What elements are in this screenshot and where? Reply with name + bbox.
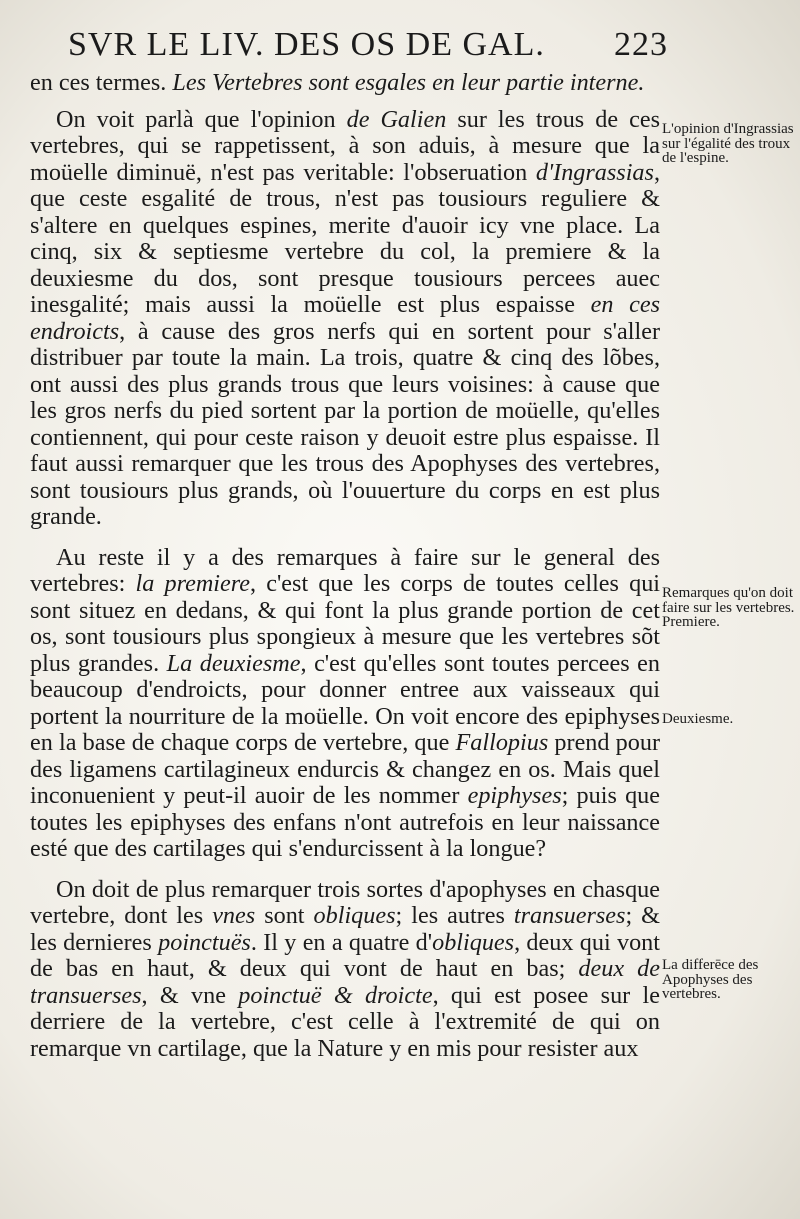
italic-term: transuerses bbox=[513, 902, 626, 929]
text-run: , que ceste esgalité de trous, n'est pas tousiours reguliere & s'altere en quelques espines, merite d'auoir icy vne place. La cinq, six & septiesme vertebre du col, la premiere & la deuxiesme du dos, sont presque tousiours percees auec inesgalité; mais aussi la moüelle est plus espaisse bbox=[30, 158, 660, 318]
italic-term: poinctuë & droicte bbox=[238, 981, 433, 1009]
italic-quote: Les Vertebres sont esgales en leur partie interne. bbox=[172, 69, 645, 96]
margin-notes bbox=[662, 0, 796, 1219]
text-run: , deux qui vont de bas en haut, & deux qui vont de haut en bas; bbox=[30, 928, 660, 982]
text-run: , c'est qu'elles sont toutes percees en beaucoup d'endroicts, pour donner entree aux vaisseaux qui portent la nourriture de la moüelle. On voit encore des epiphyses en la base de chaque corps de vertebre, que bbox=[30, 649, 661, 756]
text-run: ; & les dernieres bbox=[30, 902, 660, 956]
text-run: en ces termes. bbox=[30, 69, 173, 96]
page-number: 223 bbox=[614, 26, 668, 63]
margin-note-apophyses: La differēce des Apophyses des vertebres. bbox=[662, 957, 759, 1002]
text-run: , qui est posee sur le derriere de la vertebre, c'est celle à l'extremité de qui on remarque vn cartilage, que la Nature y en mis pour resister aux bbox=[30, 981, 660, 1062]
paragraph-2 bbox=[30, 107, 660, 531]
margin-note-ingrassias: L'opinion d'Ingrassias sur l'égalité des troux de l'espine. bbox=[662, 121, 794, 166]
running-title: SVR LE LIV. DES OS DE GAL. bbox=[68, 26, 545, 63]
text-run: , à cause des gros nerfs qui en sortent pour s'aller distribuer par toute la main. La trois, quatre & cinq des lõbes, ont aussi des plus grands trous que leurs voisines: à cause que les gros nerfs du pied sortent par la portion de moüelle, qu'elles contiennent, qui pour ceste raison y deuoit estre plus espaisse. Il faut aussi remarquer que les trous des Apophyses des vertebres, sont tousiours plus grands, où l'ouuerture du corps en est plus grande. bbox=[30, 317, 660, 530]
italic-term: deux de transuerses bbox=[30, 955, 660, 1009]
italic-term: epiphyses bbox=[467, 782, 562, 809]
text-run: On doit de plus remarquer trois sortes d'apophyses en chasque vertebre, dont les bbox=[30, 875, 660, 929]
text-run: . Il y en a quatre d' bbox=[250, 928, 433, 956]
text-run: ; les autres bbox=[395, 902, 514, 929]
text-run: ; puis que toutes les epiphyses des enfans n'ont autrefois en leur naissance esté que des cartilages qui s'endurcissent à la longue? bbox=[30, 782, 660, 862]
text-run: On voit parlà que l'opinion bbox=[56, 105, 347, 133]
italic-name: d'Ingrassias bbox=[535, 158, 654, 186]
paragraph-4 bbox=[30, 877, 660, 1063]
italic-term: vnes bbox=[212, 902, 256, 929]
text-run: Au reste il y a des remarques à faire sur le general des vertebres: bbox=[30, 543, 660, 597]
text-run: sur les trous de ces vertebres, qui se rappetissent, à son aduis, à mesure que la moüelle diminuë, n'est pas veritable: l'obseruation bbox=[30, 105, 660, 186]
italic-name: de Galien bbox=[346, 105, 447, 133]
page-header bbox=[68, 26, 668, 66]
margin-note-deuxiesme: Deuxiesme. bbox=[662, 711, 734, 727]
italic-phrase: en ces endroicts bbox=[30, 291, 661, 345]
text-run: , c'est que les corps de toutes celles qui sont situez en dedans, & qui font la plus grande portion de cet os, sont tousiours plus spongieux à mesure que les vertebres sõt plus grandes. bbox=[30, 570, 661, 677]
margin-note-remarques: Remarques qu'on doit faire sur les vertebres. Premiere. bbox=[662, 585, 795, 630]
text-run: prend pour des ligamens cartilagineux endurcis & changez en os. Mais quel inconuenient y peut-il auoir de les nommer bbox=[30, 729, 660, 809]
italic-term: obliques bbox=[432, 928, 515, 956]
paragraph-3 bbox=[30, 545, 660, 863]
text-run: sont bbox=[255, 902, 314, 929]
italic-name: Fallopius bbox=[455, 729, 549, 756]
italic-term: poinctuës bbox=[158, 928, 251, 956]
text-run: , & vne bbox=[141, 981, 239, 1009]
italic-phrase: La deuxiesme bbox=[166, 649, 301, 677]
paragraph-1 bbox=[30, 70, 660, 97]
italic-term: obliques bbox=[313, 902, 396, 929]
italic-phrase: la premiere bbox=[135, 570, 251, 597]
main-text bbox=[30, 70, 660, 1076]
